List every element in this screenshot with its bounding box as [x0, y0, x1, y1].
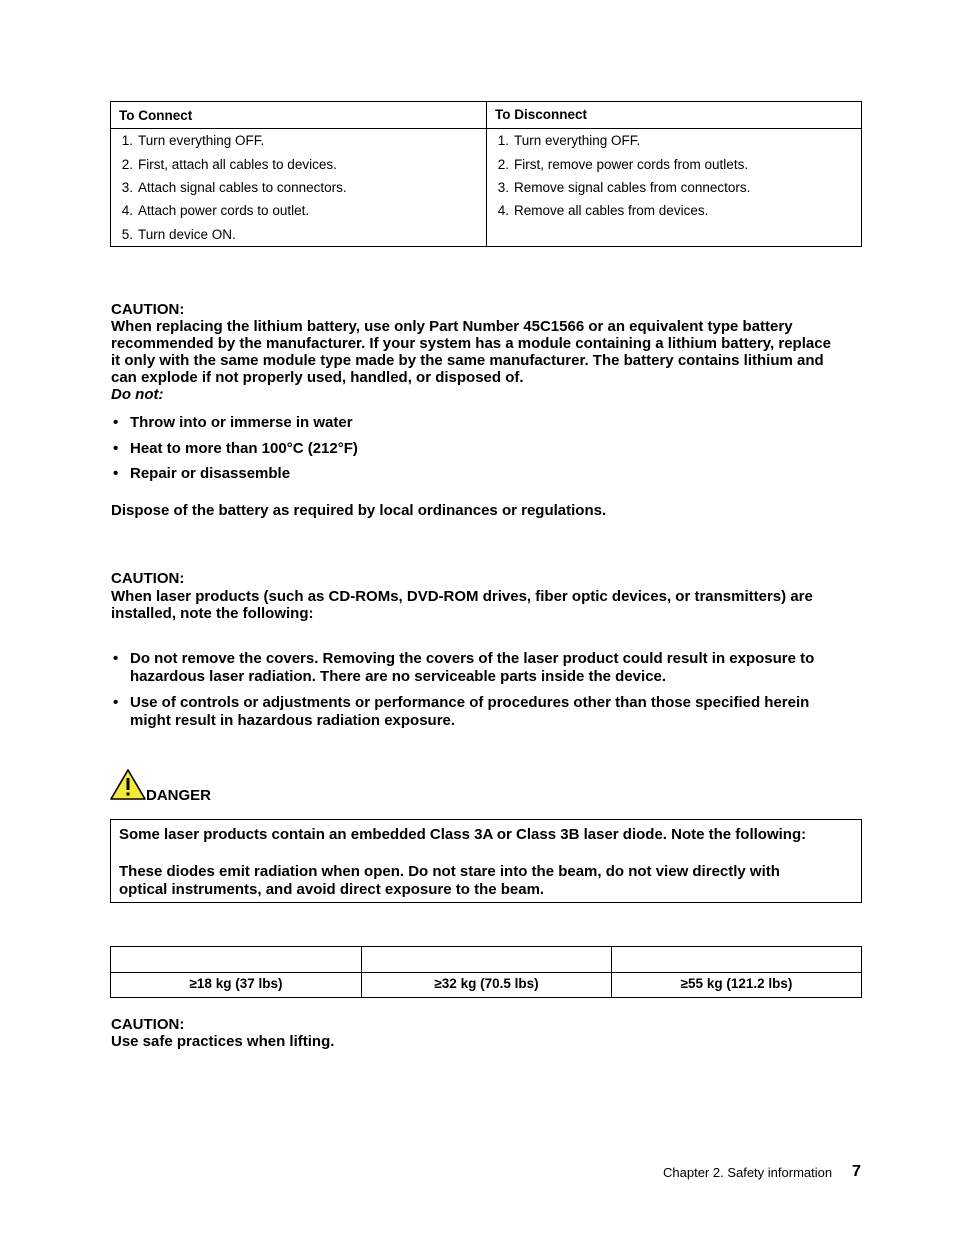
- connect-column: [111, 102, 487, 246]
- weight-table: [110, 946, 862, 998]
- list-item: 2. First, remove power cords from outlets.: [497, 157, 749, 172]
- danger-box: [110, 819, 862, 903]
- danger-text: optical instruments, and avoid direct exposure to the beam.: [119, 881, 545, 898]
- battery-caution-line: can explode if not properly used, handled, or disposed of.: [111, 369, 524, 386]
- lifting-caution-text: Use safe practices when lifting.: [111, 1033, 335, 1050]
- list-item: • Heat to more than 100°C (212°F): [113, 440, 358, 457]
- list-item: • Repair or disassemble: [113, 465, 291, 482]
- table-cell: [612, 947, 861, 973]
- list-item: 3. Attach signal cables to connectors.: [121, 180, 347, 195]
- disconnect-column: [487, 102, 861, 246]
- battery-caution-line: When replacing the lithium battery, use only Part Number 45C1566 or an equivalent type battery: [111, 318, 793, 335]
- table-cell: [111, 947, 362, 973]
- battery-caution-label: CAUTION:: [111, 301, 185, 318]
- laser-caution-line: When laser products (such as CD-ROMs, DVD-ROM drives, fiber optic devices, or transmitters) are: [111, 588, 813, 605]
- list-item: • Do not remove the covers. Removing the covers of the laser product could result in exposure to hazardous laser radiation. There are no serviceable parts inside the device.: [113, 650, 815, 685]
- table-cell: ≥18 kg (37 lbs): [111, 973, 362, 997]
- danger-text: These diodes emit radiation when open. Do not stare into the beam, do not view directly with: [119, 863, 780, 880]
- list-item: • Use of controls or adjustments or performance of procedures other than those specified herein might result in hazardous radiation exposure.: [113, 694, 810, 729]
- list-item: 5. Turn device ON.: [121, 227, 236, 242]
- connect-header: To Connect: [111, 102, 486, 129]
- table-cell: ≥55 kg (121.2 lbs): [680, 976, 793, 991]
- list-item: 4. Remove all cables from devices.: [497, 203, 709, 218]
- table-cell: [362, 947, 612, 973]
- danger-text: Some laser products contain an embedded Class 3A or Class 3B laser diode. Note the following:: [119, 826, 807, 843]
- battery-caution-line: recommended by the manufacturer. If your system has a module containing a lithium battery, replace: [111, 335, 831, 352]
- table-cell: ≥32 kg (70.5 lbs): [362, 973, 612, 997]
- laser-caution-label: CAUTION:: [111, 570, 185, 587]
- list-item: 2. First, attach all cables to devices.: [121, 157, 337, 172]
- do-not-label: Do not:: [111, 386, 164, 403]
- footer-chapter: Chapter 2. Safety information: [663, 1165, 833, 1180]
- lifting-caution-label: CAUTION:: [111, 1016, 185, 1033]
- list-item: 3. Remove signal cables from connectors.: [497, 180, 751, 195]
- dispose-text: Dispose of the battery as required by local ordinances or regulations.: [111, 502, 607, 519]
- battery-caution-line: it only with the same module type made by the same manufacturer. The battery contains lithium and: [111, 352, 824, 369]
- danger-label: DANGER: [146, 787, 212, 804]
- list-item: 1. Turn everything OFF.: [497, 133, 641, 148]
- page-number: 7: [852, 1163, 861, 1180]
- connect-disconnect-table: [110, 101, 862, 247]
- disconnect-header: To Disconnect: [487, 102, 861, 129]
- list-item: 1. Turn everything OFF.: [121, 133, 265, 148]
- laser-caution-line: installed, note the following:: [111, 605, 314, 622]
- list-item: 4. Attach power cords to outlet.: [121, 203, 310, 218]
- warning-triangle-icon: [110, 768, 148, 802]
- list-item: • Throw into or immerse in water: [113, 414, 353, 431]
